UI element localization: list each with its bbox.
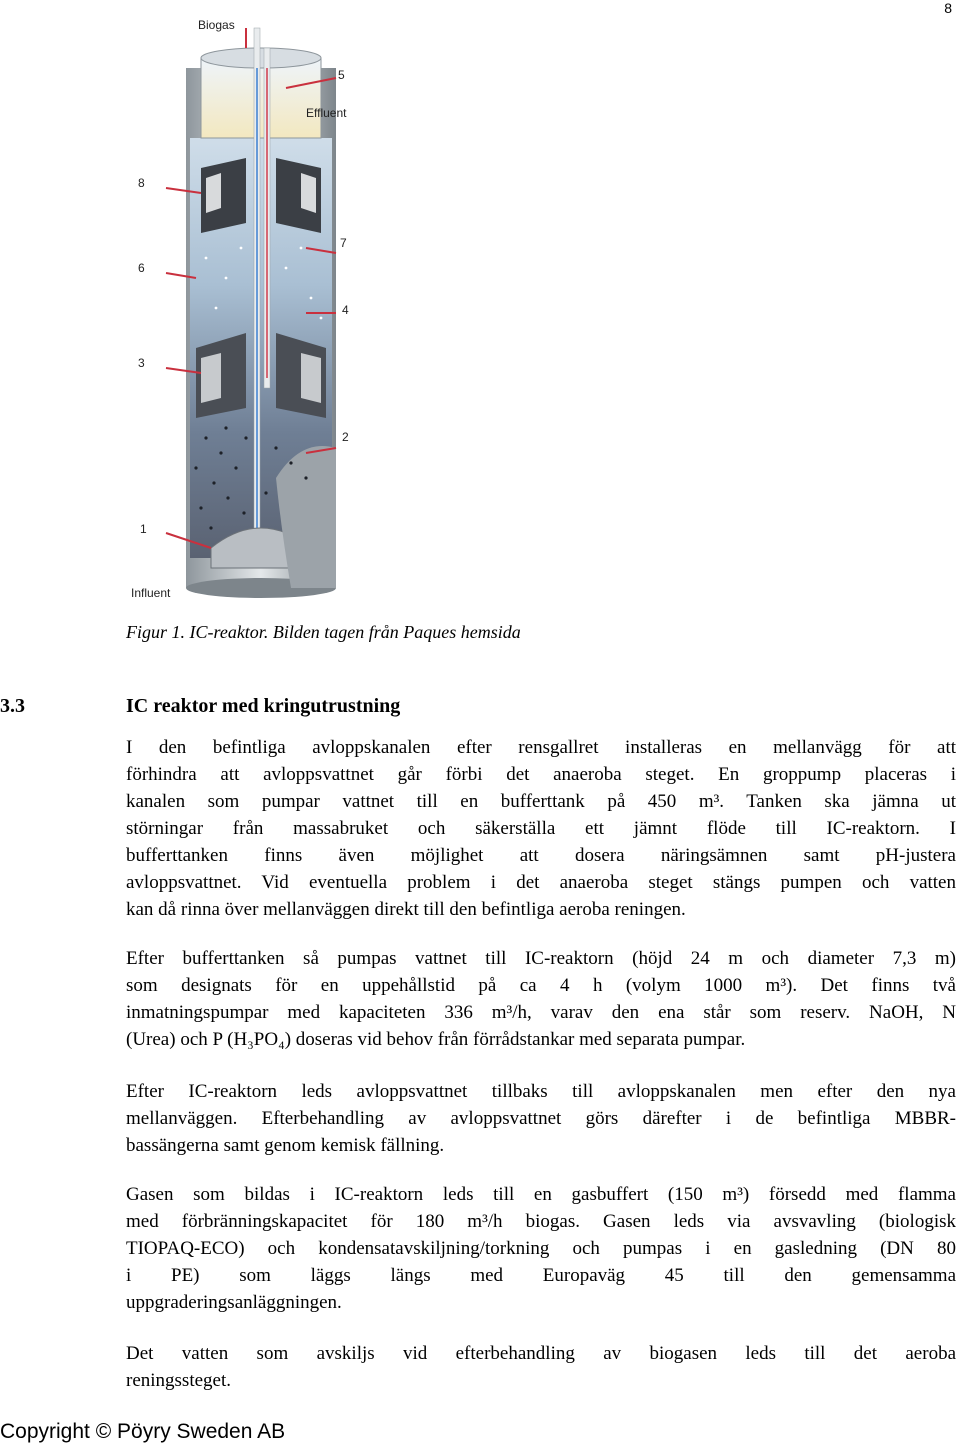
paragraph-2-line: som designats för en uppehållstid på ca 4 h (volym 1000 m³). Det finns två xyxy=(126,975,956,996)
paragraph-1-line: bufferttanken finns även möjlighet att dosera näringsämnen samt pH-justera xyxy=(126,845,956,866)
figure-caption: Figur 1. IC-reaktor. Bilden tagen från Paques hemsida xyxy=(126,622,521,642)
ic-reactor-figure xyxy=(126,8,376,598)
influent-label: Influent xyxy=(131,586,171,600)
paragraph-3-line: Efter IC-reaktorn leds avloppsvattnet tillbaks till avloppskanalen men efter den nya xyxy=(126,1081,956,1102)
paragraph-4-line: TIOPAQ-ECO) och kondensatavskiljning/torkning och pumpas i en gasledning (DN 80 xyxy=(126,1238,956,1259)
paragraph-1-line: kan då rinna över mellanväggen direkt till den befintliga aeroba reningen. xyxy=(126,899,686,920)
paragraph-2-line: Efter bufferttanken så pumpas vattnet till IC-reaktorn (höjd 24 m och diameter 7,3 m) xyxy=(126,948,956,969)
paragraph-1-line: störningar från massabruket och säkerställa ett jämnt flöde till IC-reaktorn. I xyxy=(126,818,956,839)
paragraph-5-line: Det vatten som avskiljs vid efterbehandling av biogasen leds till det aeroba xyxy=(126,1343,956,1364)
copyright-footer: Copyright © Pöyry Sweden AB xyxy=(0,1420,286,1443)
paragraph-2 xyxy=(126,945,956,1053)
paragraph-3 xyxy=(126,1078,956,1159)
section-number: 3.3 xyxy=(0,695,25,717)
paragraph-5 xyxy=(126,1340,956,1394)
figure-label-8: 8 xyxy=(138,176,145,190)
paragraph-1-line: kanalen som pumpar vattnet till en bufferttank på 450 m³. Tanken ska jämna ut xyxy=(126,791,956,812)
effluent-label: Effluent xyxy=(306,106,347,120)
paragraph-4-line: med förbränningskapacitet för 180 m³/h biogas. Gasen leds via avsvavling (biologisk xyxy=(126,1211,956,1232)
biogas-label: Biogas xyxy=(198,18,235,32)
paragraph-2-line: inmatningspumpar med kapaciteten 336 m³/h, varav den ena står som reserv. NaOH, N xyxy=(126,1002,956,1023)
paragraph-1-line: avloppsvattnet. Vid eventuella problem i det anaeroba steget stängs pumpen och vatten xyxy=(126,872,956,893)
figure-label-4: 4 xyxy=(342,303,349,317)
paragraph-4-line: i PE) som läggs längs med Europaväg 45 till den gemensamma xyxy=(126,1265,956,1286)
section-title: IC reaktor med kringutrustning xyxy=(126,695,401,717)
figure-label-6: 6 xyxy=(138,261,145,275)
figure-label-7: 7 xyxy=(340,236,347,250)
paragraph-2-line: (Urea) och P (H₃PO₄) doseras vid behov från förrådstankar med separata pumpar. xyxy=(126,1029,746,1050)
paragraph-4-line: uppgraderingsanläggningen. xyxy=(126,1292,342,1313)
paragraph-3-line: bassängerna samt genom kemisk fällning. xyxy=(126,1135,445,1156)
paragraph-5-line: reningssteget. xyxy=(126,1370,232,1391)
paragraph-1-line: I den befintliga avloppskanalen efter rensgallret installeras en mellanvägg för att xyxy=(126,737,956,758)
figure-label-3: 3 xyxy=(138,356,145,370)
ic-reactor-illustration xyxy=(126,8,376,598)
page-number: 8 xyxy=(944,0,952,16)
paragraph-1 xyxy=(126,734,956,923)
paragraph-3-line: mellanväggen. Efterbehandling av avloppsvattnet görs därefter i de befintliga MBBR- xyxy=(126,1108,956,1129)
paragraph-4 xyxy=(126,1181,956,1316)
figure-label-1: 1 xyxy=(140,522,147,536)
figure-label-2: 2 xyxy=(342,430,349,444)
paragraph-4-line: Gasen som bildas i IC-reaktorn leds till en gasbuffert (150 m³) försedd med flamma xyxy=(126,1184,956,1205)
paragraph-1-line: förhindra att avloppsvattnet går förbi det anaeroba steget. En groppump placeras i xyxy=(126,764,956,785)
figure-label-5: 5 xyxy=(338,68,345,82)
